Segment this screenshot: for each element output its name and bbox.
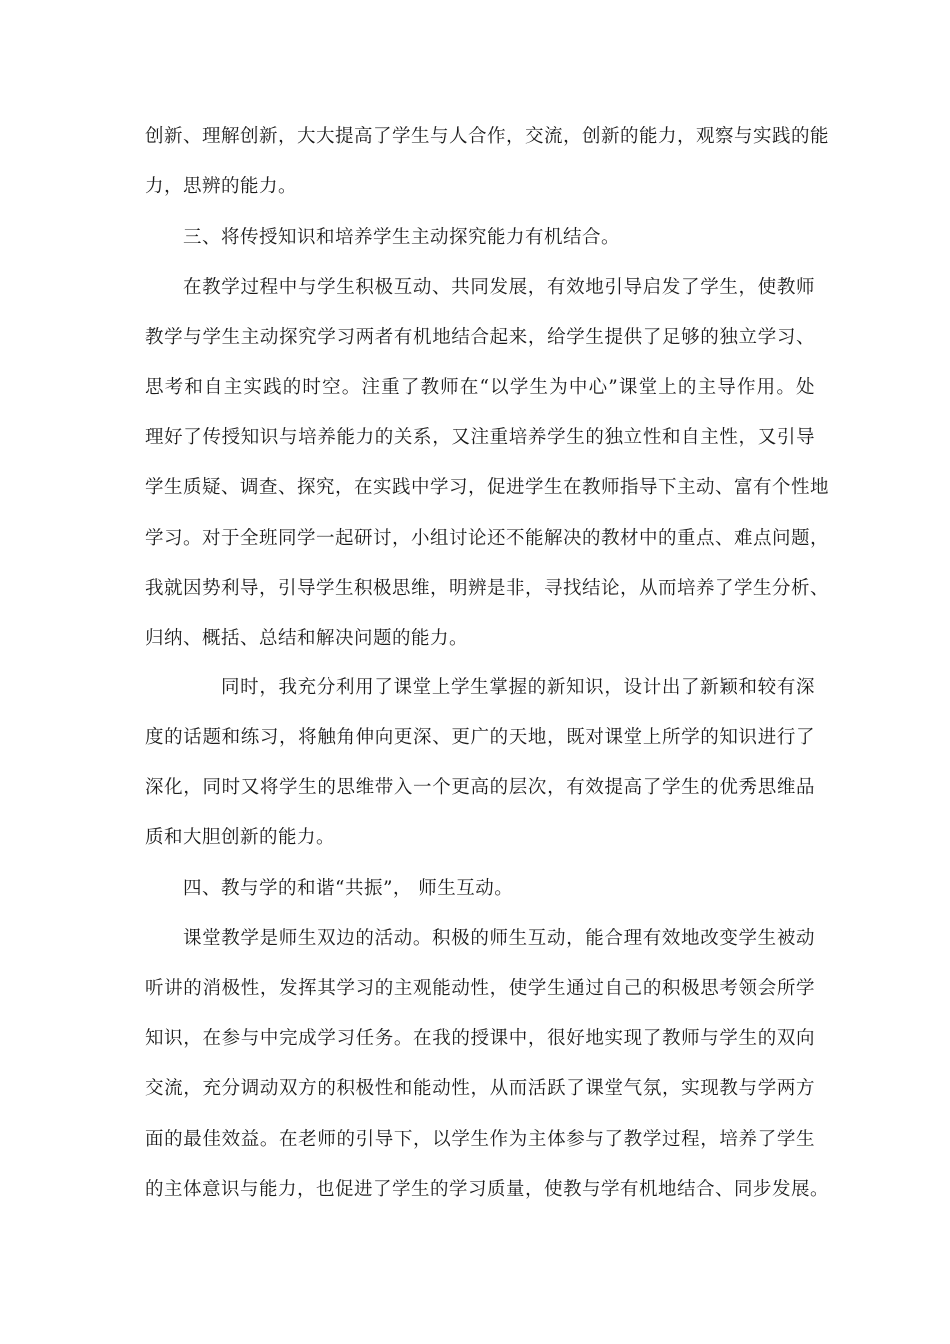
text-line: 质和大胆创新的能力。 [145,827,336,848]
text-line: 在教学过程中与学生积极互动、共同发展，有效地引导启发了学生，使教师 [183,277,815,298]
text-line: 理好了传授知识与培养能力的关系，又注重培养学生的独立性和自主性，又引导 [145,427,815,448]
text-line: 学习。对于全班同学一起研讨，小组讨论还不能解决的教材中的重点、难点问题， [145,528,830,549]
text-line: 深化，同时又将学生的思维带入一个更高的层次，有效提高了学生的优秀思维品 [145,777,815,798]
text-line: 同时，我充分利用了课堂上学生掌握的新知识，设计出了新颖和较有深 [221,677,815,698]
text-line: 我就因势利导，引导学生积极思维，明辨是非，寻找结论，从而培养了学生分析、 [145,578,830,599]
text-line: 度的话题和练习，将触角伸向更深、更广的天地，既对课堂上所学的知识进行了 [145,727,815,748]
text-line: 的主体意识与能力，也促进了学生的学习质量，使教与学有机地结合、同步发展。 [145,1179,830,1200]
text-line: 听讲的消极性，发挥其学习的主观能动性，使学生通过自己的积极思考领会所学 [145,978,815,999]
text-line: 面的最佳效益。在老师的引导下，以学生作为主体参与了教学过程，培养了学生 [145,1129,815,1150]
text-line: 知识，在参与中完成学习任务。在我的授课中，很好地实现了教师与学生的双向 [145,1028,815,1049]
text-line: 课堂教学是师生双边的活动。积极的师生互动，能合理有效地改变学生被动 [183,928,815,949]
text-line: 归纳、概括、总结和解决问题的能力。 [145,628,469,649]
text-line: 力，思辨的能力。 [145,176,298,197]
section-heading-3: 三、将传授知识和培养学生主动探究能力有机结合。 [183,227,621,248]
text-line: 思考和自主实践的时空。注重了教师在“以学生为中心”课堂上的主导作用。处 [145,377,815,398]
text-line: 创新、理解创新，大大提高了学生与人合作，交流，创新的能力，观察与实践的能 [145,126,830,147]
text-line: 教学与学生主动探究学习两者有机地结合起来，给学生提供了足够的独立学习、 [145,327,815,348]
section-heading-4: 四、教与学的和谐“共振”， 师生互动。 [183,878,514,899]
text-line: 交流，充分调动双方的积极性和能动性，从而活跃了课堂气氛，实现教与学两方 [145,1078,815,1099]
text-line: 学生质疑、调查、探究，在实践中学习，促进学生在教师指导下主动、富有个性地 [145,477,830,498]
